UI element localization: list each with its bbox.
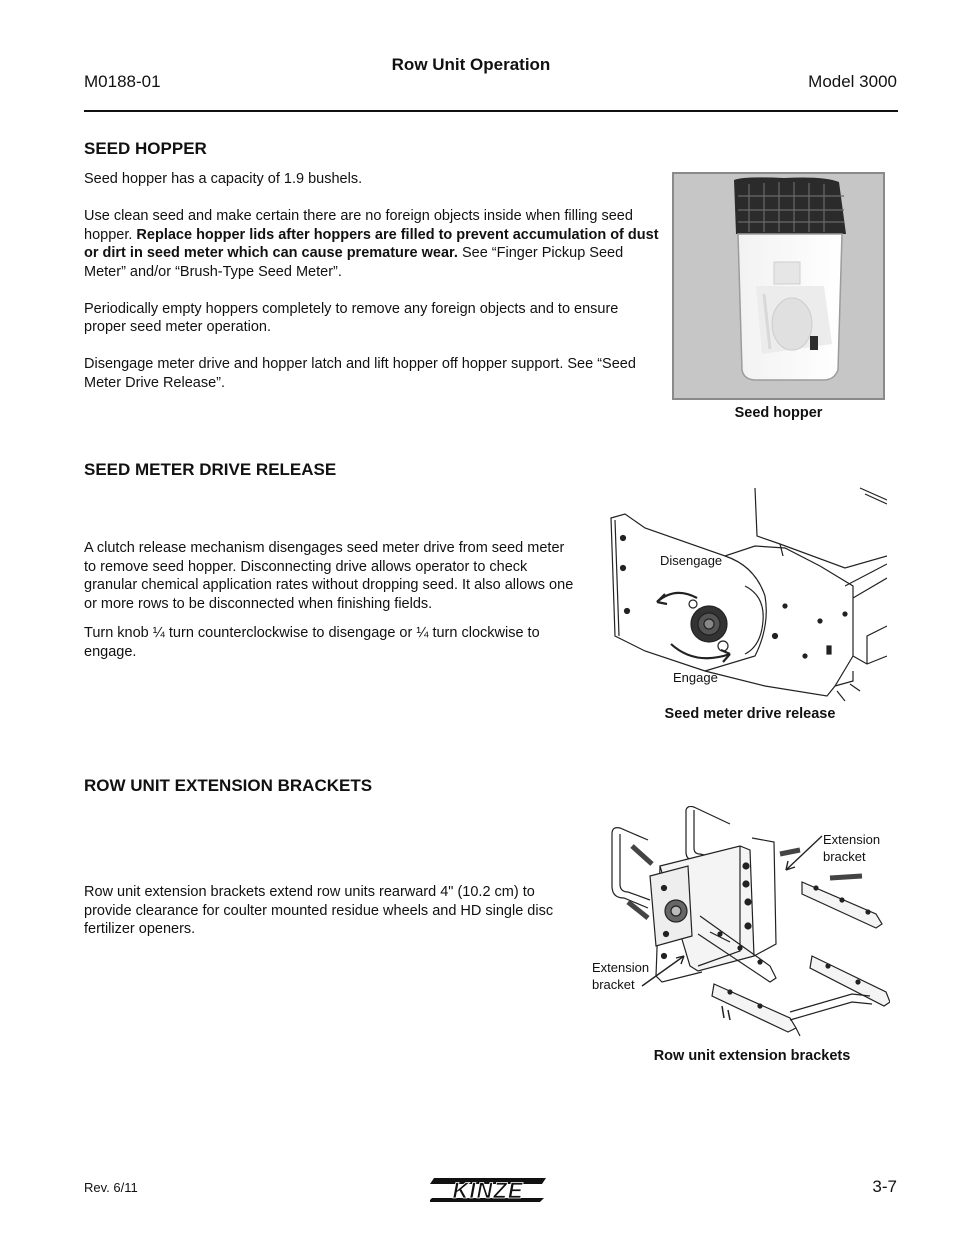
seed-hopper-text <box>84 170 664 392</box>
seed-hopper-illustration <box>674 174 883 398</box>
kinze-logo-mark <box>430 1172 550 1206</box>
label-extension-top-line1: Extension <box>823 832 881 847</box>
seed-hopper-p4: Disengage meter drive and hopper latch and lift hopper off hopper support. See “Seed Meter Drive Release”. <box>84 356 636 391</box>
kinze-logo-text: KINZE <box>452 1178 524 1203</box>
seed-hopper-p2-b: See “Finger Pickup Seed Meter” and/or “Brush-Type Seed Meter”. <box>84 245 624 280</box>
drive-release-p2: Turn knob ¼ turn counterclockwise to disengage or ¼ turn clockwise to engage. <box>84 625 540 660</box>
seed-hopper-caption: Seed hopper <box>734 405 823 421</box>
label-extension-top <box>823 831 880 865</box>
drive-release-caption: Seed meter drive release <box>664 706 836 722</box>
seed-hopper-p1: Seed hopper has a capacity of 1.9 bushels. <box>84 171 363 187</box>
drive-release-heading: SEED METER DRIVE RELEASE <box>84 460 337 479</box>
extension-illustration <box>590 806 890 1042</box>
drive-release-drawing <box>605 486 887 706</box>
seed-hopper-p2-a: Use clean seed and make certain there are no foreign objects inside when filling seed hopper. <box>84 208 633 243</box>
label-extension-left-line1: Extension <box>592 960 650 975</box>
revision: Rev. 6/11 <box>84 1180 138 1195</box>
seed-hopper-p2 <box>84 207 659 281</box>
header-rule <box>84 110 898 112</box>
extension-p1: Row unit extension brackets extend row units rearward 4" (10.2 cm) to provide clearance for coulter mounted residue wheels and HD single disc fertilizer openers. <box>84 884 554 937</box>
extension-text <box>84 883 574 939</box>
drive-release-p1: A clutch release mechanism disengages seed meter drive from seed meter to remove seed hopper. Disconnecting drive allows operator to check granular chemical application rates without dropping seed. It also allows one or more rows to be disconnected when finishing fields. <box>84 540 574 612</box>
drive-release-illustration <box>605 486 887 706</box>
extension-caption: Row unit extension brackets <box>653 1048 851 1064</box>
extension-heading: ROW UNIT EXTENSION BRACKETS <box>84 776 373 795</box>
kinze-logo <box>430 1172 550 1206</box>
label-extension-top-line2: bracket <box>823 849 866 864</box>
section-title: Row Unit Operation <box>391 55 551 74</box>
seed-hopper-photo <box>672 172 885 400</box>
seed-hopper-p3: Periodically empty hoppers completely to remove any foreign objects and to ensure proper seed meter operation. <box>84 300 619 335</box>
page-number: 3-7 <box>872 1177 897 1196</box>
seed-hopper-heading: SEED HOPPER <box>84 139 207 158</box>
label-extension-left <box>592 959 649 993</box>
model-name: Model 3000 <box>808 72 897 91</box>
seed-hopper-p2-bold: Replace hopper lids after hoppers are filled to prevent accumulation of dust or dirt in seed meter which can cause premature wear. <box>84 226 659 261</box>
doc-number: M0188-01 <box>84 72 161 91</box>
label-disengage: Disengage <box>660 553 723 568</box>
drive-release-text <box>84 539 574 661</box>
label-engage: Engage <box>673 670 718 685</box>
label-extension-left-line2: bracket <box>592 977 635 992</box>
